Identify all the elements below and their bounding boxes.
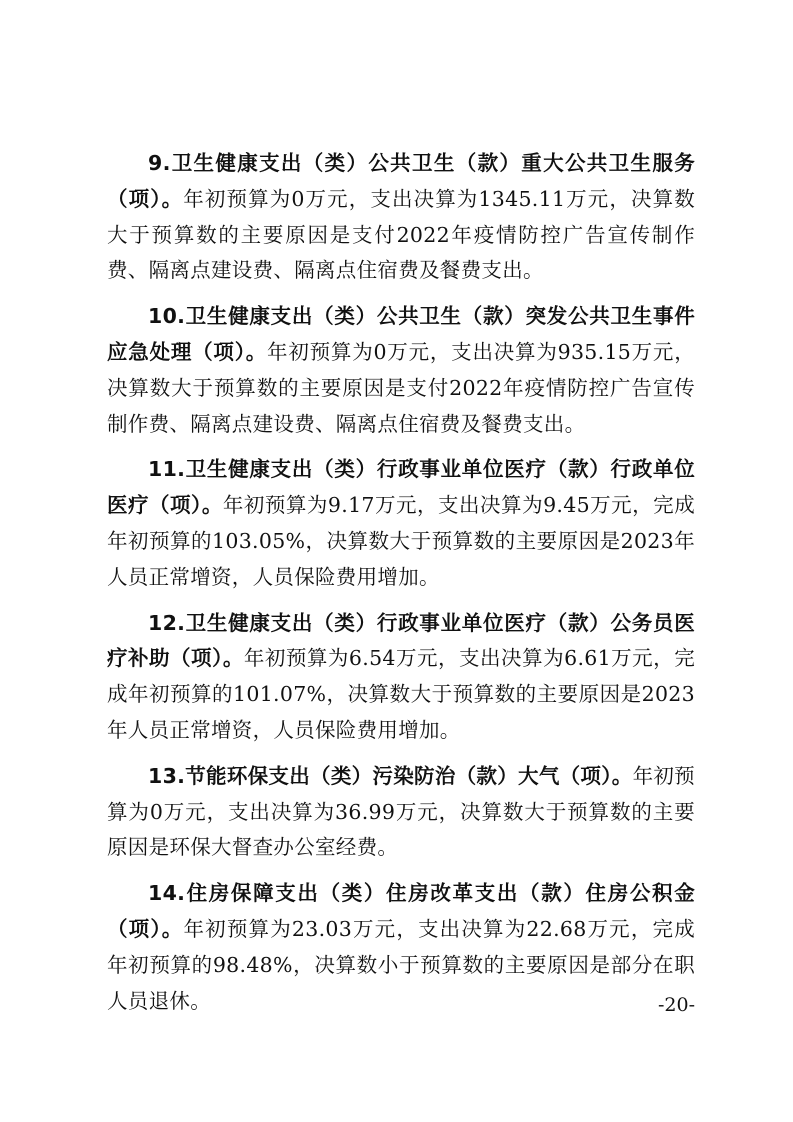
paragraph-item-13 [107, 759, 695, 866]
paragraph-text: 年初预算为0万元，支出决算为1345.11万元，决算数大于预算数的主要原因是支付2022年疫情防控广告宣传制作费、隔离点建设费、隔离点住宿费及餐费支出。 [107, 186, 696, 283]
paragraph-text: 年初预算为6.54万元，支出决算为6.61万元，完成年初预算的101.07%，决算数大于预算数的主要原因是2023年人员正常增资，人员保险费用增加。 [107, 646, 695, 742]
paragraph-item-12 [107, 606, 695, 749]
paragraph-text: 年初预算为0万元，支出决算为935.15万元，决算数大于预算数的主要原因是支付2022年疫情防控广告宣传制作费、隔离点建设费、隔离点住宿费及餐费支出。 [107, 339, 695, 436]
paragraph-heading: 14.住房保障支出（类）住房改革支出（款）住房公积金（项）。 [107, 881, 695, 941]
paragraph-text: 年初预算为0万元，支出决算为36.99万元，决算数大于预算数的主要原因是环保大督查办公室经费。 [107, 763, 695, 860]
paragraph-heading: 11.卫生健康支出（类）行政事业单位医疗（款）行政单位医疗（项）。 [107, 457, 695, 518]
paragraph-text: 年初预算为23.03万元，支出决算为22.68万元，完成年初预算的98.48%，决算数小于预算数的主要原因是部分在职人员退休。 [107, 916, 695, 1013]
page-number: -20- [657, 994, 695, 1016]
paragraph-item-10 [107, 299, 695, 442]
paragraph-item-11 [107, 452, 695, 595]
document-body [107, 146, 695, 1029]
paragraph-text: 年初预算为9.17万元，支出决算为9.45万元，完成年初预算的103.05%，决算数大于预算数的主要原因是2023年人员正常增资，人员保险费用增加。 [107, 493, 695, 589]
paragraph-item-9 [107, 146, 695, 289]
paragraph-heading: 13.节能环保支出（类）污染防治（款）大气（项）。 [148, 763, 633, 788]
paragraph-heading: 10.卫生健康支出（类）公共卫生（款）突发公共卫生事件应急处理（项）。 [107, 304, 695, 364]
paragraph-heading: 12.卫生健康支出（类）行政事业单位医疗（款）公务员医疗补助（项）。 [107, 610, 695, 671]
paragraph-item-14 [107, 876, 695, 1019]
paragraph-heading: 9.卫生健康支出（类）公共卫生（款）重大公共卫生服务（项）。 [107, 151, 695, 211]
